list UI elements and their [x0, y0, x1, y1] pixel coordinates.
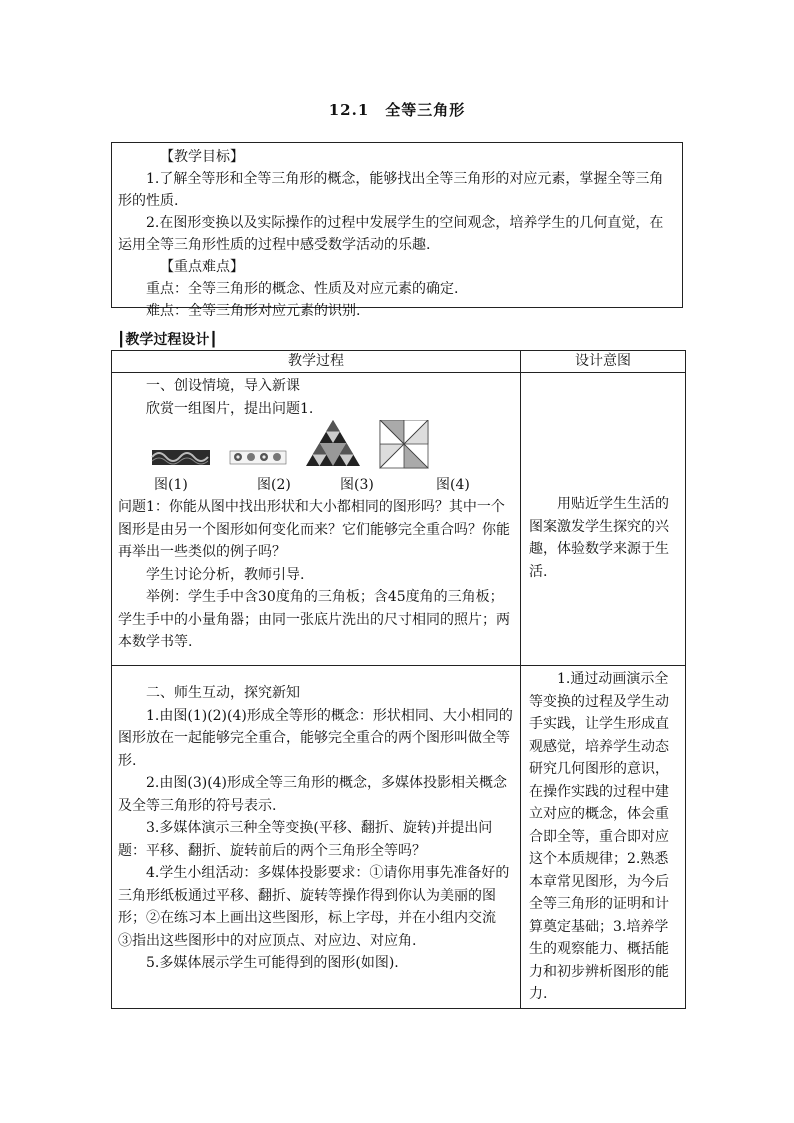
section-title: ┃教学过程设计┃	[117, 332, 218, 348]
objective-item-1: 1.了解全等形和全等三角形的概念，能够找出全等三角形的对应元素，掌握全等三角形的性质.	[118, 171, 664, 209]
intent-text-2: 1.通过动画演示全等变换的过程及学生动手实践，让学生形成直观感觉，培养学生动态研究几何图形的意识，在操作实践的过程中建立对应的概念，体会重合即全等，重合即对应这个本质规律；2.熟悉本章常见图形，为今后全等三角形的证明和计算奠定基础；3.培养学生的观察能力、概括能力和初步辨析图形的能力.	[529, 671, 669, 1002]
intent-cell-1	[521, 373, 686, 666]
section-heading-1: 一、创设情境，导入新课	[146, 378, 300, 394]
examples: 举例：学生手中含30度角的三角板；含45度角的三角板；学生手中的小量角器；由同一张底片洗出的尺寸相同的照片；两本数学书等.	[118, 589, 510, 650]
figures-svg	[118, 420, 518, 474]
intent-text-1: 用贴近学生生活的图案激发学生探究的兴趣，体验数学来源于生活.	[529, 496, 669, 580]
process-cell-1	[112, 373, 521, 666]
objectives-heading: 【教学目标】	[160, 149, 244, 165]
figures-strip	[118, 420, 514, 474]
figure-3-triangles	[306, 420, 360, 466]
caption-fig-2: 图(2)	[257, 477, 291, 493]
figure-4-pinwheel	[380, 420, 428, 468]
objectives-box	[111, 142, 683, 319]
caption-fig-4: 图(4)	[436, 477, 470, 493]
question-1: 问题1：你能从图中找出形状和大小都相同的图形吗？其中一个图形是由另一个图形如何变化而来？它们能够完全重合吗？你能再举出一些类似的例子吗？	[118, 499, 510, 560]
step-3: 3.多媒体演示三种全等变换(平移、翻折、旋转)并提出问题：平移、翻折、旋转前后的两个三角形全等吗？	[118, 820, 493, 859]
page-title: 12.1 全等三角形	[328, 101, 466, 119]
difficulty-point: 难点：全等三角形对应元素的识别.	[146, 303, 361, 319]
section-heading-2: 二、师生互动，探究新知	[146, 685, 300, 701]
key-points-heading: 【重点难点】	[160, 259, 244, 275]
col-header-process: 教学过程	[112, 351, 521, 373]
process-table	[111, 350, 686, 1009]
caption-fig-1: 图(1)	[154, 477, 188, 493]
col-header-intent: 设计意图	[521, 351, 686, 373]
step-1: 1.由图(1)(2)(4)形成全等形的概念：形状相同、大小相同的图形放在一起能够完全重合，能够完全重合的两个图形叫做全等形.	[118, 707, 513, 769]
step-4: 4.学生小组活动：多媒体投影要求：①请你用事先准备好的三角形纸板通过平移、翻折、旋转等操作得到你认为美丽的图形；②在练习本上画出这些图形，标上字母，并在小组内交流 ③指出这些图形中的对应顶点、对应边、对应角.	[118, 865, 510, 949]
step-5: 5.多媒体展示学生可能得到的图形(如图).	[146, 955, 399, 971]
process-cell-2	[112, 666, 521, 1009]
figure-1-pattern	[152, 450, 210, 465]
intent-cell-2	[521, 666, 686, 1009]
figure-captions	[118, 474, 514, 496]
step-2: 2.由图(3)(4)形成全等三角形的概念，多媒体投影相关概念及全等三角形的符号表示.	[118, 775, 508, 814]
figure-2-pattern	[230, 451, 286, 464]
key-point: 重点：全等三角形的概念、性质及对应元素的确定.	[146, 281, 459, 297]
objective-item-2: 2.在图形变换以及实际操作的过程中发展学生的空间观念，培养学生的几何直觉，在运用全等三角形性质的过程中感受数学活动的乐趣.	[118, 215, 664, 253]
caption-fig-3: 图(3)	[340, 477, 374, 493]
row1-paragraph: 欣赏一组图片，提出问题1.	[146, 400, 314, 417]
discussion-note: 学生讨论分析，教师引导.	[146, 566, 305, 583]
